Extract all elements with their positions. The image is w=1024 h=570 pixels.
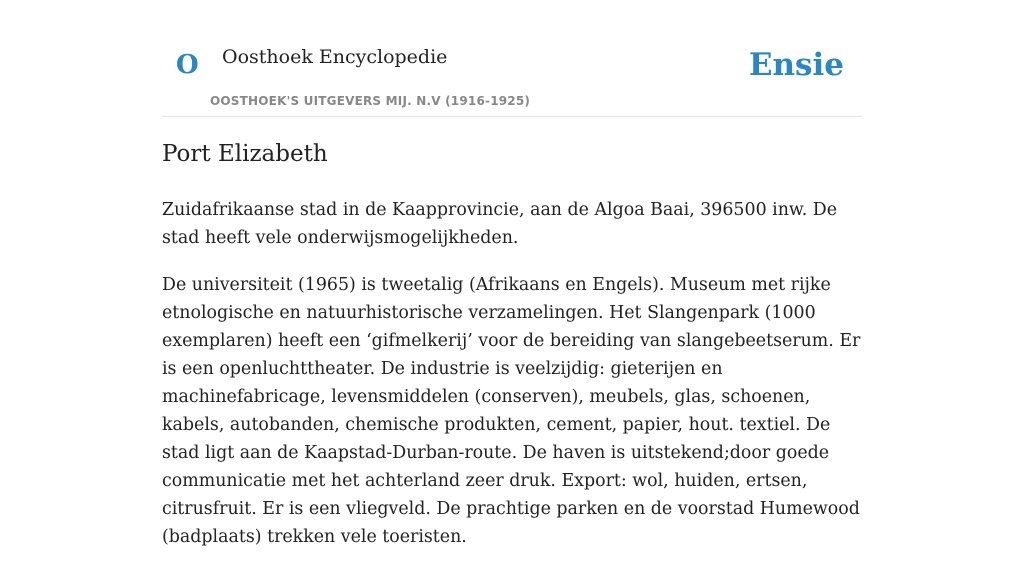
article	[162, 136, 862, 570]
site-title[interactable]: Oosthoek Encyclopedie	[222, 46, 448, 68]
site-header	[162, 0, 862, 117]
article-paragraph: De universiteit (1965) is tweetalig (Afrikaans en Engels). Museum met rijke etnologische en natuurhistorische verzamelingen. Het Slangenpark (1000 exemplaren) heeft een ‘gifmelkerij’ voor de bereiding van slangebeetserum. Er is een openluchttheater. De industrie is veelzijdig: gieterijen en machinefabricage, levensmiddelen (conserven), meubels, glas, schoenen, kabels, autobanden, chemische produkten, cement, papier, hout. textiel. De stad ligt aan de Kaapstad-Durban-route. De haven is uitstekend;door goede communicatie met het achterland zeer druk. Export: wol, huiden, ertsen, citrusfruit. Er is een vliegveld. De prachtige parken en de voorstad Humewood (badplaats) trekken vele toeristen.	[162, 275, 861, 547]
ensie-logo-link[interactable]: Ensie	[748, 47, 844, 83]
logo-icon: O	[176, 50, 199, 80]
publisher-subtitle: OOSTHOEK'S UITGEVERS MIJ. N.V (1916-1925)	[210, 94, 531, 108]
article-paragraph: Zuidafrikaanse stad in de Kaapprovincie, aan de Algoa Baai, 396500 inw. De stad heeft vele onderwijsmogelijkheden.	[162, 200, 838, 248]
article-title: Port Elizabeth	[162, 141, 328, 167]
